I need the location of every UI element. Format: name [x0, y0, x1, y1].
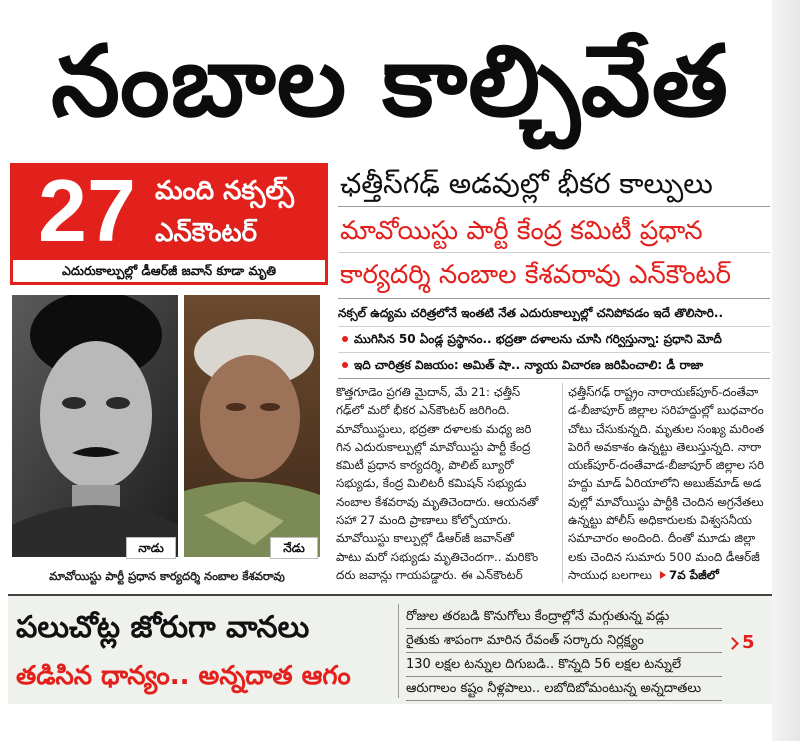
article-line: లకు చెందిన సుమారు 500 మంది డీఆర్‌జీ	[568, 549, 760, 564]
article-line: కొత్తగూడెం ప్రగతి మైదాన్, మే 21: ఛత్తీస్‌	[336, 385, 521, 399]
continued-page-ref: 7వ పేజీలో	[669, 567, 719, 582]
divider	[338, 352, 770, 353]
divider	[338, 326, 770, 327]
article-column-1	[336, 383, 558, 584]
continued-arrow-icon	[660, 571, 666, 579]
article-line: దరు జవాన్లు గాయపడ్డారు. ఈ ఎన్‌కౌంటర్	[336, 567, 523, 582]
rain-point: రైతుకు శాపంగా మారిన రేవంత్ సర్కారు నిర్లక్ష్యం	[406, 630, 722, 653]
red-deck-line1: మావోయిస్టు పార్టీ కేంద్ర కమిటీ ప్రధాన	[340, 216, 703, 246]
article-line: మావోయిస్టు కాల్పుల్లో డీఆర్‌జీ జవాన్‌తో	[336, 531, 515, 546]
red-box-strip: ఎదురుకాల్పుల్లో డీఆర్‌జీ జవాన్ కూడా మృతి	[13, 260, 325, 282]
photo-label-then: నాడు	[126, 537, 176, 559]
chevron-right-icon	[728, 637, 739, 650]
rain-headline: పలుచోట్ల జోరుగా వానలు	[16, 610, 310, 645]
article-line: పాటు మరో సభ్యుడు మృతిచెందగా.. మరికొం	[336, 549, 539, 564]
divider	[338, 378, 770, 379]
article-line: ఛత్తీస్‌గఢ్ రాష్ట్రం నారాయణ్‌పూర్-దంతేవా	[568, 385, 759, 399]
article-line: సహా 27 మంది ప్రాణాలు కోల్పోయారు.	[336, 513, 512, 528]
article-line: కమిటీ ప్రధాన కార్యదర్శి, పొలిట్ బ్యూరో	[336, 458, 514, 473]
divider	[338, 298, 770, 299]
photo-now	[184, 295, 320, 557]
page-number: 5	[742, 632, 755, 653]
portrait-deceased-image	[184, 295, 320, 557]
rain-point: రోజుల తరబడి కొనుగోలు కేంద్రాల్లోనే మగ్గుతున్న వడ్లు	[406, 606, 722, 629]
article-line: మావోయిస్టులు, భద్రతా దళాలకు మధ్య జరి	[336, 421, 532, 436]
highlight-line	[338, 354, 770, 376]
rain-subheadline: తడిసిన ధాన్యం.. అన్నదాత ఆగం	[16, 661, 351, 691]
page-edge-shadow	[772, 0, 800, 741]
divider	[338, 252, 770, 253]
highlight-text: ఇది చారిత్రక విజయం: అమిత్ షా.. న్యాయ విచారణ జరిపించాలి: డీ రాజా	[354, 358, 704, 372]
main-headline: నంబాల కాల్చివేత	[51, 25, 729, 139]
rain-point: ఆరుగాలం కష్టం నీళ్లపాలు.. లబోదిబోమంటున్న అన్నదాతలు	[406, 678, 722, 701]
photo-then	[12, 295, 178, 557]
article-line: పెరిగే అవకాశం ఉన్నట్టు తెలుస్తున్నది. నారా	[568, 439, 762, 454]
death-count: 27	[38, 163, 136, 259]
red-highlight-box	[10, 163, 328, 285]
column-divider	[562, 383, 563, 583]
highlight-text: నక్సల్ ఉద్యమ చరిత్రలోనే ఇంతటి నేత ఎదురుకాల్పుల్లో చనిపోవడం ఇదే తొలిసారి..	[338, 306, 724, 320]
article-line: యణ్‌పూర్-దంతేవాడ-బీజాపూర్ జిల్లాల సరి	[568, 458, 765, 473]
divider	[338, 206, 770, 207]
photo-label-now: నేడు	[270, 537, 318, 559]
article-column-2	[568, 383, 768, 584]
article-line: ఉన్నట్టు పోలీస్ అధికారులకు విశ్వసనీయ	[568, 513, 752, 528]
bullet-icon	[342, 336, 348, 342]
article-line: సమాచారం అందింది. దీంతో మూడు జిల్లా	[568, 531, 756, 546]
rain-point: 130 లక్షల టన్నుల దిగుబడి.. కొన్నది 56 లక్షల టన్నులే	[406, 654, 722, 677]
article-line: వుల్లో మావోయిస్టు పార్టీకి చెందిన అగ్రనేతలు	[568, 494, 764, 509]
article-line: చోటు చేసుకున్నది. మృతుల సంఖ్య మరింత	[568, 421, 765, 436]
bullet-icon	[342, 362, 348, 368]
page-reference	[728, 630, 764, 656]
photo-caption: మావోయిస్టు పార్టీ ప్రధాన కార్యదర్శి నంబాల కేశవరావు	[49, 569, 285, 583]
portrait-young-image	[12, 295, 178, 557]
vertical-divider	[398, 604, 399, 698]
article-line: హద్దు మాడ్ ఏరియాలోని అబుజ్‌మాడ్ అడ	[568, 476, 762, 491]
highlight-line	[338, 302, 770, 324]
red-box-line1: మంది నక్సల్స్	[155, 176, 294, 206]
article-line: గఢ్‌లో మరో భీకర ఎన్‌కౌంటర్ జరిగింది.	[336, 403, 510, 418]
red-deck-line2: కార్యదర్శి నంబాల కేశవరావు ఎన్‌కౌంటర్	[340, 260, 732, 290]
article-line: గిన ఎదురుకాల్పుల్లో మావోయిస్టు పార్టీ కేంద్ర	[336, 439, 531, 454]
red-box-line2: ఎన్‌కౌంటర్	[155, 218, 258, 248]
article-last-line	[568, 566, 768, 584]
highlight-line	[338, 328, 770, 350]
article-line: డ-బీజాపూర్ జిల్లాల సరిహద్దుల్లో బుధవారం	[568, 403, 764, 418]
subheadline: ఛత్తీస్‌గఢ్ అడవుల్లో భీకర కాల్పులు	[340, 167, 713, 200]
highlight-text: ముగిసిన 50 ఏండ్ల ప్రస్థానం.. భద్రతా దళాలను చూసి గర్విస్తున్నా: ప్రధాని మోదీ	[354, 332, 722, 346]
article-line: సభ్యుడు, కేంద్ర మిలిటరీ కమిషన్ సభ్యుడు	[336, 476, 527, 491]
article-line: సాయుధ బలగాలు	[568, 567, 653, 582]
article-line: నంబాల కేశవరావు మృతిచెందారు. ఆయనతో	[336, 494, 539, 509]
